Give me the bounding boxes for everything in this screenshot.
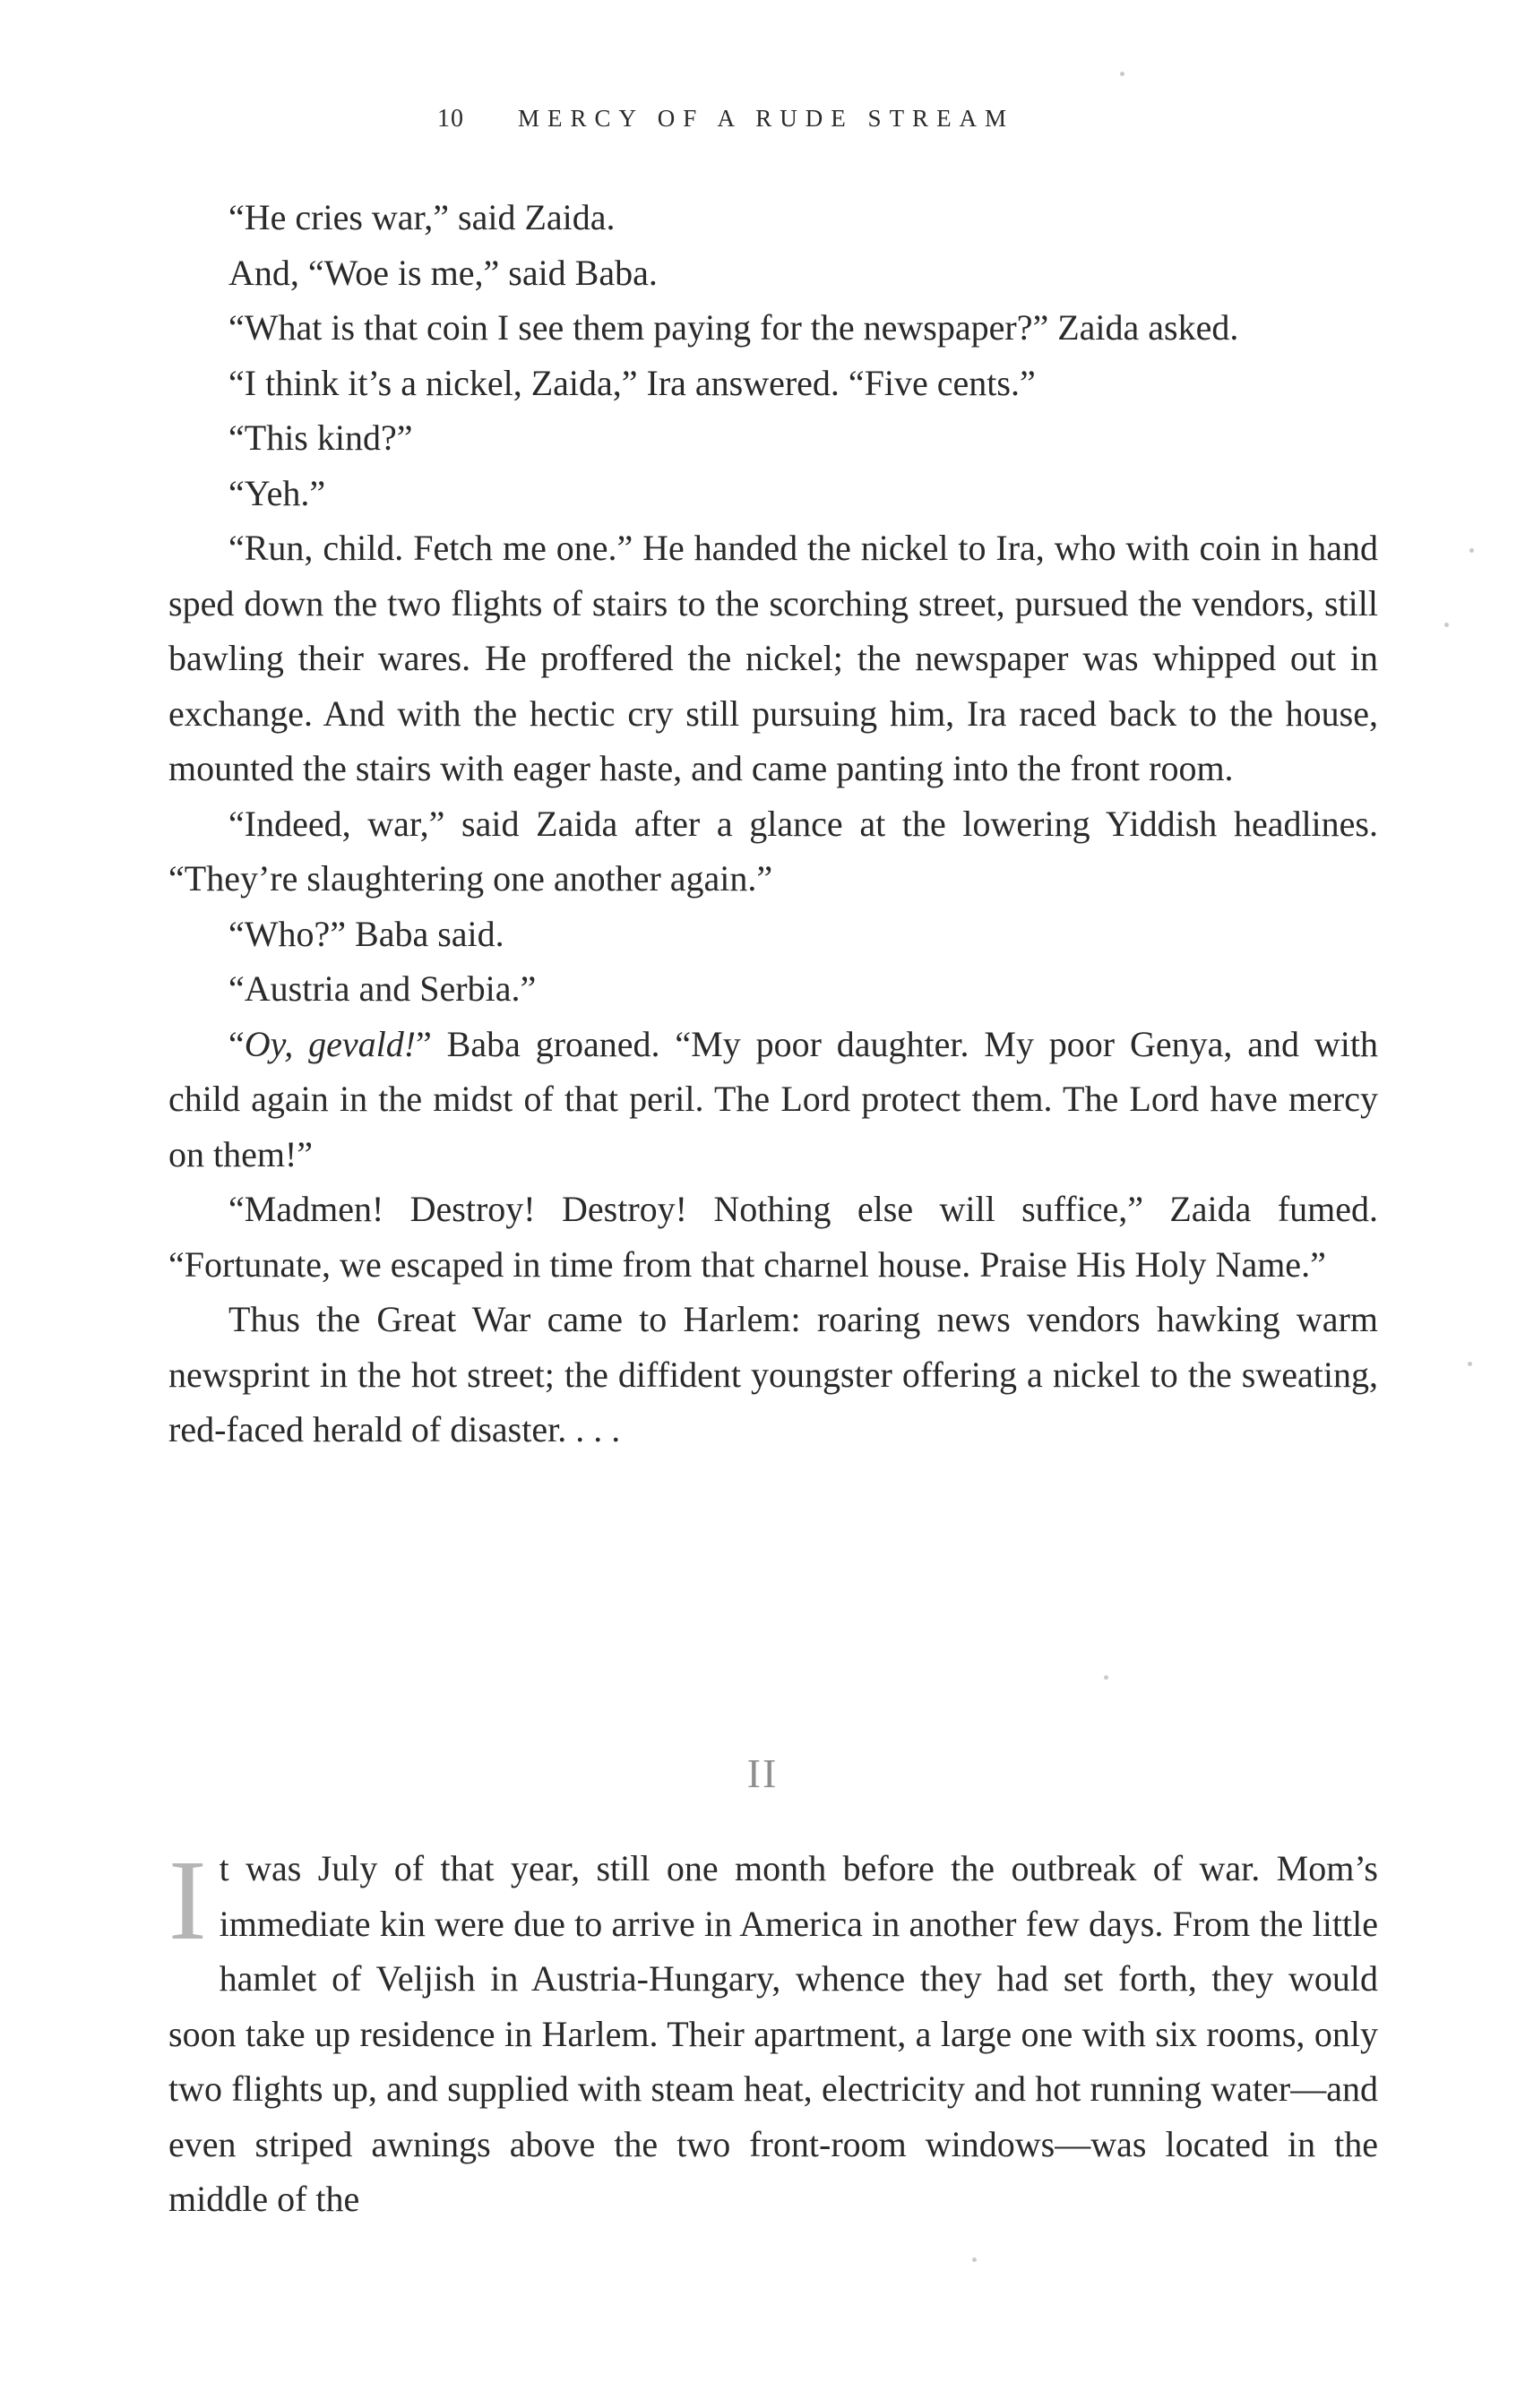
paragraph: “Run, child. Fetch me one.” He handed the nickel to Ira, who with coin in hand sped down the two flights of stairs to the scorching street, pursued the vendors, still bawling their wares. He proffered the nickel; the newspaper was whipped out in exchange. And with the hectic cry still pursuing him, Ira raced back to the house, mounted the stairs with eager haste, and came panting into the front room. xyxy=(168,528,1378,788)
paragraph: “This kind?” xyxy=(228,417,413,458)
section-numeral: II xyxy=(746,1750,779,1796)
paragraph: And, “Woe is me,” said Baba. xyxy=(228,252,658,293)
paragraph: “I think it’s a nickel, Zaida,” Ira answered. “Five cents.” xyxy=(228,362,1036,403)
drop-cap: I xyxy=(168,1836,207,1964)
paragraph: “Austria and Serbia.” xyxy=(228,968,537,1009)
paragraph: “Yeh.” xyxy=(228,472,326,513)
paper-speck xyxy=(1444,623,1449,627)
paragraph: “Madmen! Destroy! Destroy! Nothing else will suffice,” Zaida fumed. “Fortunate, we escaped in time from that charnel house. Praise His Holy Name.” xyxy=(168,1189,1378,1285)
paragraph: “He cries war,” said Zaida. xyxy=(228,197,616,237)
italic-exclamation: Oy, gevald! xyxy=(244,1023,417,1064)
paragraph: “Who?” Baba said. xyxy=(228,913,504,954)
paragraph: Thus the Great War came to Harlem: roaring news vendors hawking warm newsprint in the hot street; the diffident youngster offering a nickel to the sweating, red-faced herald of disaster. . . . xyxy=(168,1299,1378,1449)
chapter-text xyxy=(168,190,1378,1458)
paper-speck xyxy=(1104,1675,1108,1680)
paper-speck xyxy=(1468,1362,1472,1366)
section-text xyxy=(168,1836,1378,2227)
page-number: 10 xyxy=(437,105,464,133)
book-title: MERCY OF A RUDE STREAM xyxy=(518,105,1015,132)
paragraph: “Indeed, war,” said Zaida after a glance at the lowering Yiddish headlines. “They’re slaughtering one another again.” xyxy=(168,803,1378,899)
paper-speck xyxy=(1469,548,1474,553)
open-quote: “ xyxy=(228,1023,245,1064)
paragraph xyxy=(168,1836,1378,2227)
paragraph: “What is that coin I see them paying for the newspaper?” Zaida asked. xyxy=(228,307,1239,348)
paper-speck xyxy=(972,2258,977,2262)
section-paragraph-text: t was July of that year, still one month before the outbreak of war. Mom’s immediate kin were due to arrive in America in another few days. From the little hamlet of Veljish in Austria-Hungary, whence they had set forth, they would soon take up residence in Harlem. Their apartment, a large one with six rooms, only two flights up, and supplied with steam heat, electricity and hot running water—and even striped awnings above the two front-room windows—was located in the middle of the xyxy=(168,1848,1378,2219)
paragraph xyxy=(168,1017,1378,1182)
paragraph-rest: ” Baba groaned. “My poor daughter. My poor Genya, and with child again in the midst of that peril. The Lord protect them. The Lord have mercy on them!” xyxy=(168,1023,1379,1174)
paper-speck xyxy=(1120,72,1124,76)
running-head xyxy=(437,100,1118,136)
